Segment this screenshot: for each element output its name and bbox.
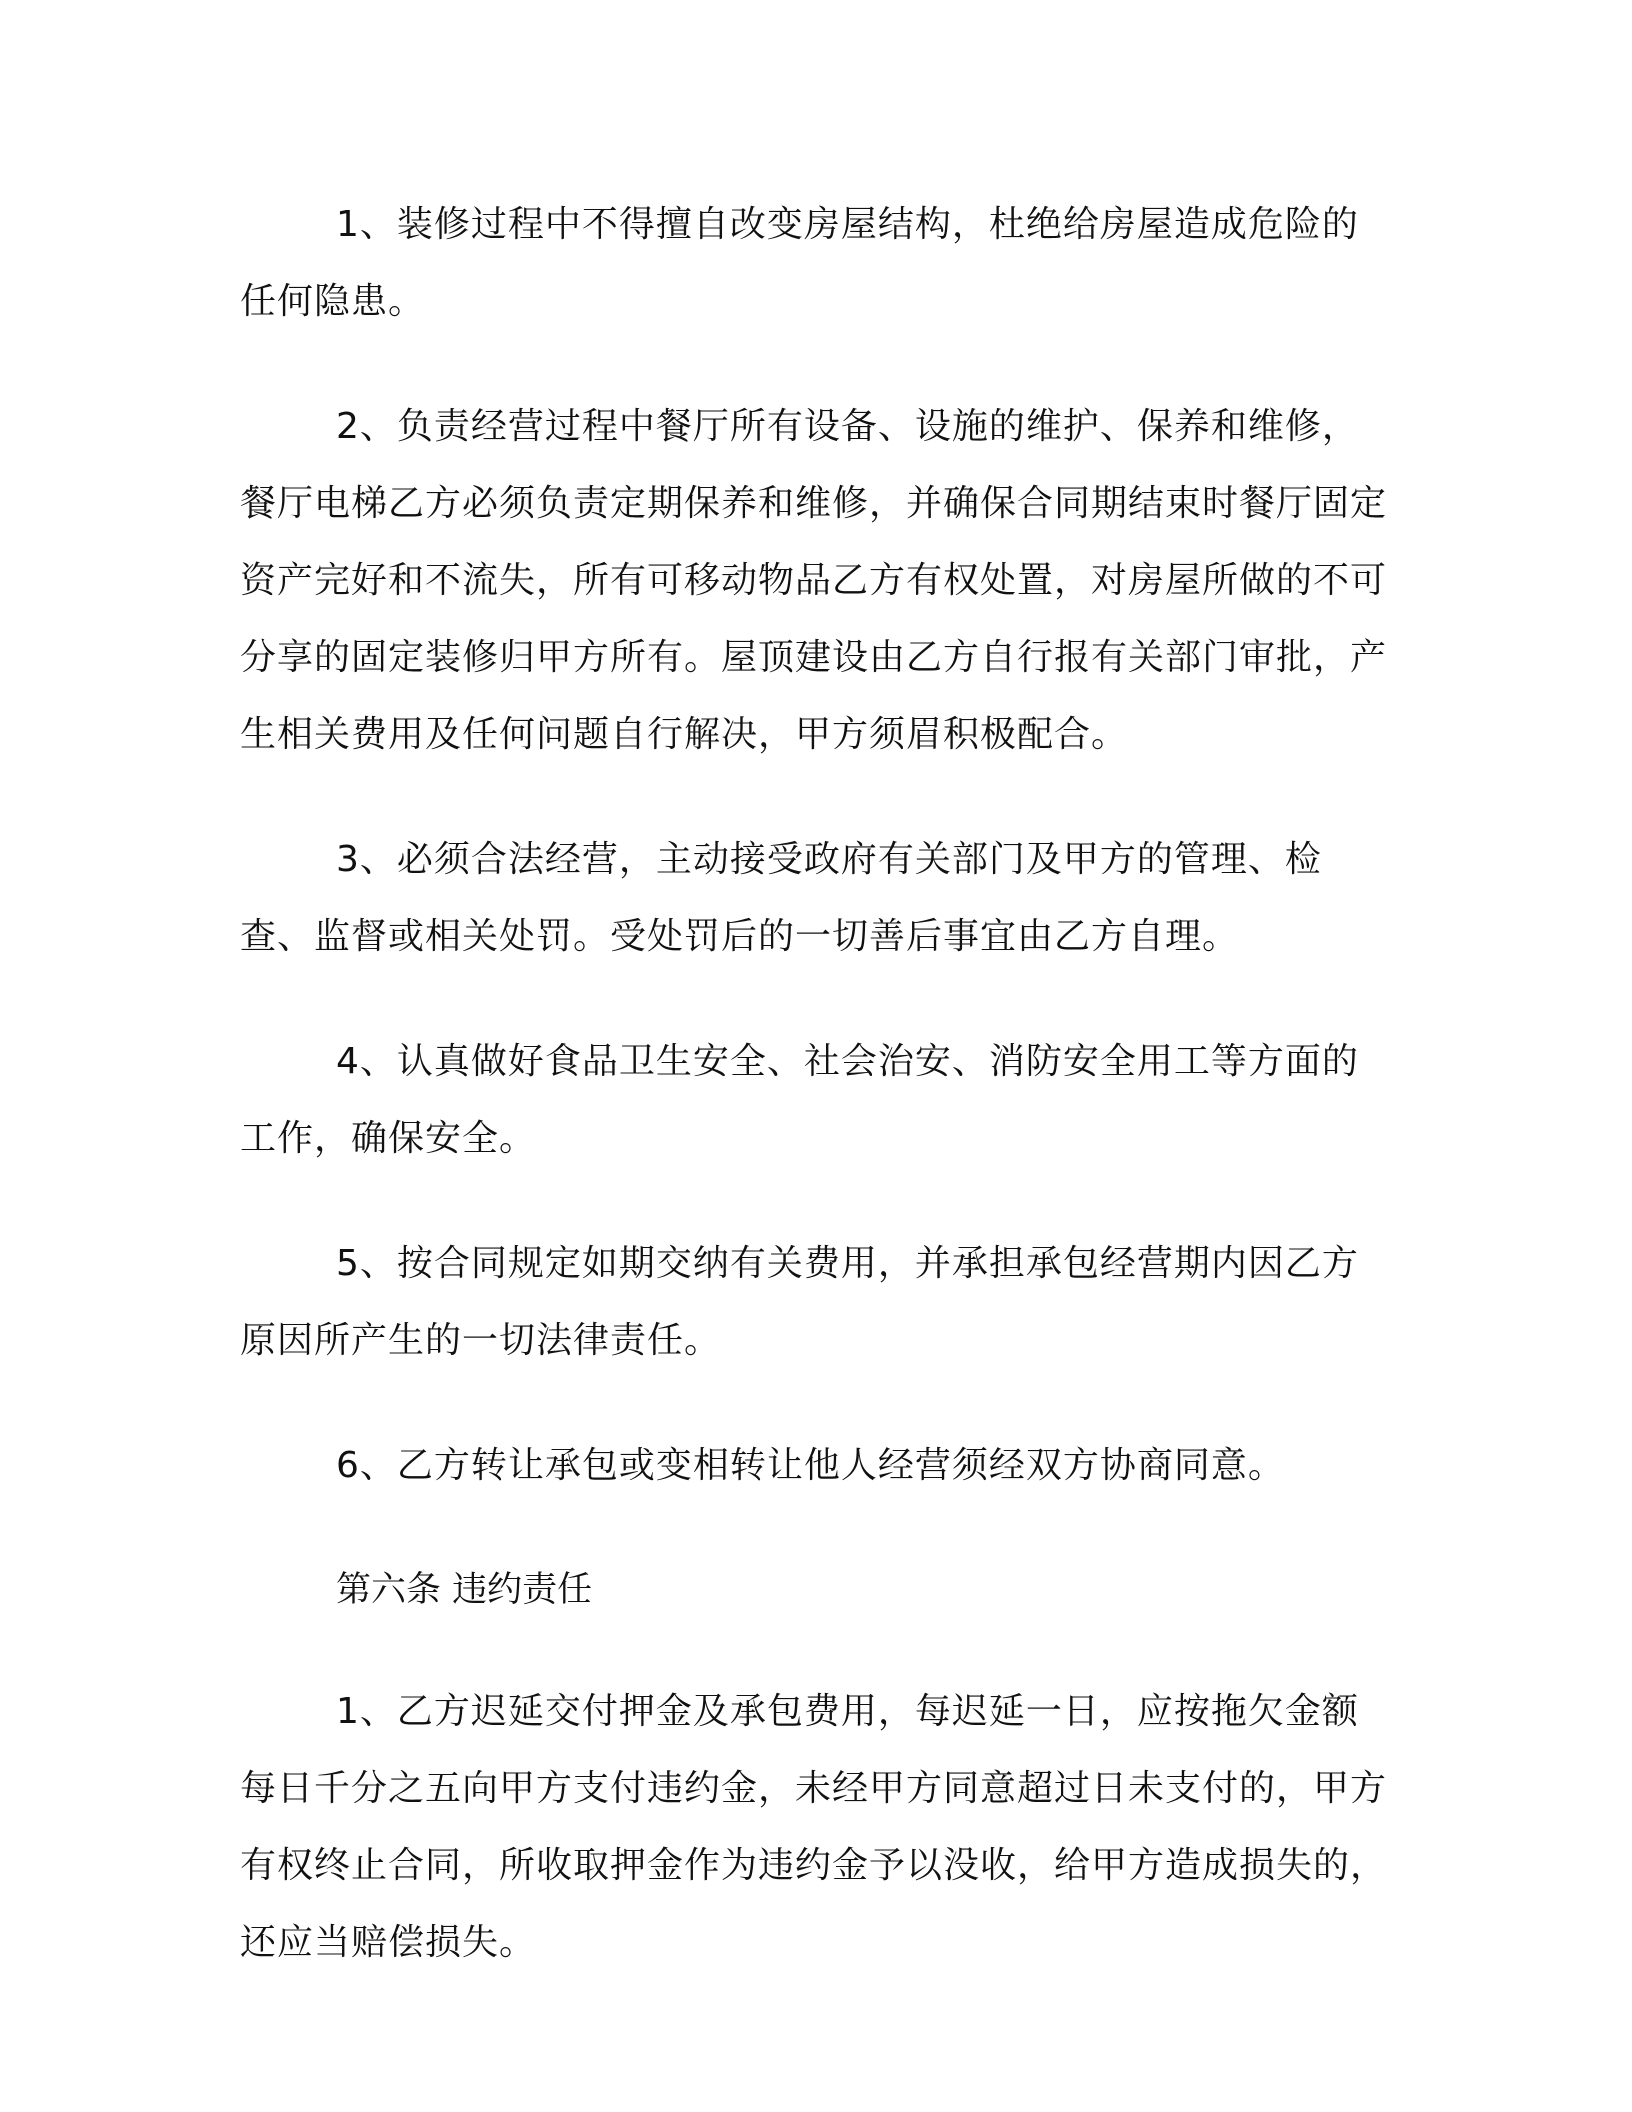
clause-paragraph: 3、必须合法经营，主动接受政府有关部门及甲方的管理、检查、监督或相关处罚。受处罚后的一切善后事宜由乙方自理。 — [240, 839, 1322, 957]
clause-paragraph: 2、负责经营过程中餐厅所有设备、设施的维护、保养和维修，餐厅电梯乙方必须负责定期保养和维修，并确保合同期结束时餐厅固定资产完好和不流失，所有可移动物品乙方有权处置，对房屋所做的不可分享的固定装修归甲方所有。屋顶建设由乙方自行报有关部门审批，产生相关费用及任何问题自行解决，甲方须眉积极配合。 — [240, 406, 1388, 755]
section-heading: 第六条 违约责任 — [336, 1570, 593, 1610]
clause-paragraph: 1、乙方迟延交付押金及承包费用，每迟延一日，应按拖欠金额每日千分之五向甲方支付违约金，未经甲方同意超过日未支付的，甲方有权终止合同，所收取押金作为违约金予以没收，给甲方造成损失的，还应当赔偿损失。 — [240, 1691, 1388, 1963]
clause-paragraph: 4、认真做好食品卫生安全、社会治安、消防安全用工等方面的工作，确保安全。 — [240, 1041, 1359, 1159]
clause-paragraph: 1、装修过程中不得擅自改变房屋结构，杜绝给房屋造成危险的任何隐患。 — [240, 204, 1359, 322]
clause-paragraph: 6、乙方转让承包或变相转让他人经营须经双方协商同意。 — [336, 1445, 1285, 1486]
clause-paragraph: 5、按合同规定如期交纳有关费用，并承担承包经营期内因乙方原因所产生的一切法律责任。 — [240, 1243, 1359, 1361]
document-page — [240, 186, 1390, 2029]
